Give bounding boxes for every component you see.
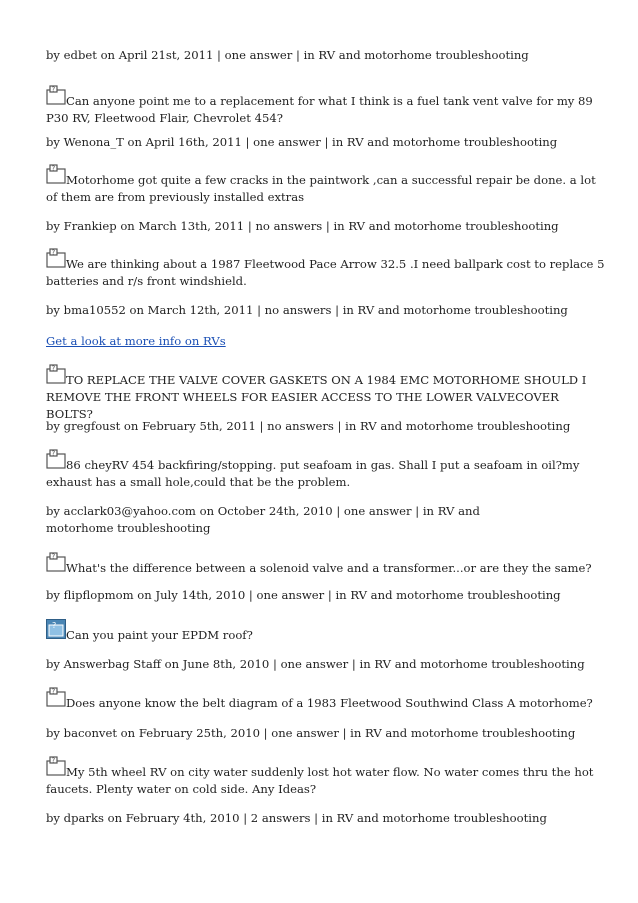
question-bubble-icon [46,85,66,105]
question-item [46,364,606,423]
post-meta: by dparks on February 4th, 2010 | 2 answers | in RV and motorhome troubleshooting [46,811,547,825]
question-text[interactable]: Motorhome got quite a few cracks in the paintwork ,can a successful repair be done. a lot of them are from previously installed extras [46,173,596,204]
more-info-link[interactable]: Get a look at more info on RVs [46,334,226,348]
svg-text:?: ? [51,756,56,765]
question-text[interactable]: Does anyone know the belt diagram of a 1983 Fleetwood Southwind Class A motorhome? [66,696,593,710]
more-info-link-container [46,333,596,350]
post-meta: by edbet on April 21st, 2011 | one answer | in RV and motorhome troubleshooting [46,48,529,62]
question-bubble-icon [46,756,66,776]
svg-text:?: ? [51,449,56,458]
question-bubble-icon [46,449,66,469]
question-text[interactable]: Can you paint your EPDM roof? [66,628,253,642]
svg-text:?: ? [51,85,56,94]
svg-text:?: ? [51,164,56,173]
post-meta: by bma10552 on March 12th, 2011 | no answers | in RV and motorhome troubleshooting [46,303,568,317]
post-meta: by flipflopmom on July 14th, 2010 | one answer | in RV and motorhome troubleshooting [46,588,561,602]
post-meta: by baconvet on February 25th, 2010 | one answer | in RV and motorhome troubleshooting [46,726,576,740]
post-meta: by Answerbag Staff on June 8th, 2010 | one answer | in RV and motorhome troubleshooting [46,657,585,671]
question-item [46,85,606,127]
post-meta: by Frankiep on March 13th, 2011 | no answers | in RV and motorhome troubleshooting [46,219,559,233]
question-text[interactable]: 86 cheyRV 454 backfiring/stopping. put seafoam in gas. Shall I put a seafoam in oil?my exhaust has a small hole,could that be the problem. [46,458,580,489]
question-item [46,248,606,290]
question-text[interactable]: TO REPLACE THE VALVE COVER GASKETS ON A 1984 EMC MOTORHOME SHOULD I REMOVE THE FRONT WHEELS FOR EASIER ACCESS TO THE LOWER VALVECOVER BOLTS? [46,373,587,421]
question-item [46,621,606,644]
question-item [46,449,606,491]
question-text[interactable]: My 5th wheel RV on city water suddenly lost hot water flow. No water comes thru the hot faucets. Plenty water on cold side. Any Ideas? [46,765,594,796]
question-bubble-icon [46,248,66,268]
svg-text:?: ? [51,248,56,257]
question-bubble-icon [46,687,66,707]
question-bubble-icon [46,364,66,384]
post-meta: by acclark03@yahoo.com on October 24th, 2010 | one answer | in RV and motorhome troubleshooting [46,504,480,535]
svg-text:?: ? [51,687,56,696]
question-item [46,687,606,712]
question-text[interactable]: We are thinking about a 1987 Fleetwood Pace Arrow 32.5 .I need ballpark cost to replace 5 batteries and r/s front windshield. [46,257,605,288]
question-text[interactable]: What's the difference between a solenoid valve and a transformer...or are they the same? [66,561,592,575]
question-item [46,552,606,577]
question-bubble-icon [46,164,66,184]
post-meta: by gregfoust on February 5th, 2011 | no answers | in RV and motorhome troubleshooting [46,419,571,433]
question-item [46,756,606,798]
post-meta: by Wenona_T on April 16th, 2011 | one answer | in RV and motorhome troubleshooting [46,135,558,149]
question-bubble-icon-blue [46,619,66,639]
question-bubble-icon [46,552,66,572]
question-text[interactable]: Can anyone point me to a replacement for what I think is a fuel tank vent valve for my 89 P30 RV, Fleetwood Flair, Chevrolet 454? [46,94,593,125]
svg-text:?: ? [52,621,57,630]
svg-text:?: ? [51,552,56,561]
svg-text:?: ? [51,364,56,373]
question-item [46,164,606,206]
